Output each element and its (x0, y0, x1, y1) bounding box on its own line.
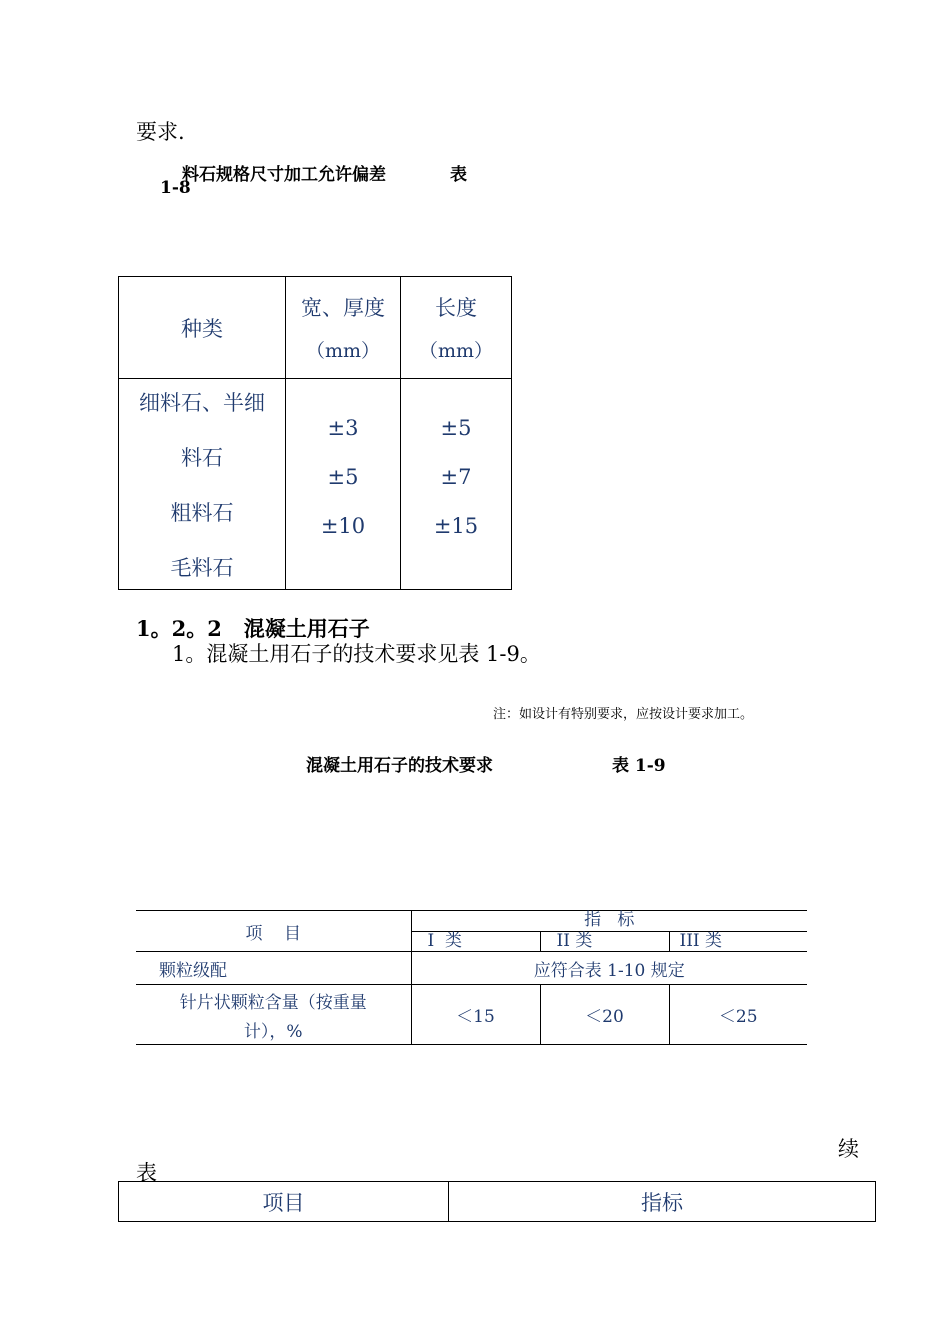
continued-header-item-text: 项目 (262, 1190, 305, 1215)
table9-row2-item (136, 985, 411, 1045)
table9-header-item-text: 项 目 (245, 923, 302, 944)
table9-header-index (411, 911, 807, 932)
table8-width-cell (286, 379, 401, 590)
table9-row-gradation (136, 952, 807, 985)
table9-row2-value-3-text: ＜25 (718, 1007, 758, 1027)
continued-header-item (119, 1182, 449, 1222)
table8-width-value-3: ±10 (320, 514, 366, 538)
table-note: 注：如设计有特别要求，应按设计要求加工。 (493, 707, 754, 722)
table8-caption-label: 表 (450, 165, 467, 185)
table8-header-width-line2: （mm） (305, 340, 381, 362)
section-body: 1。混凝土用石子的技术要求见表 1-9。 (172, 642, 541, 666)
table9-header-row-1 (136, 911, 807, 932)
table8-type-2: 料石 (181, 446, 223, 470)
continued-label-part2: 表 (136, 1161, 157, 1185)
continued-label-part1: 续 (838, 1137, 859, 1161)
table-1-8 (118, 276, 512, 590)
table8-header-length-line1: 长度 (435, 296, 477, 320)
table8-types-cell (119, 379, 286, 590)
table8-width-value-1: ±3 (327, 416, 359, 440)
table9-caption: 混凝土用石子的技术要求 (306, 756, 493, 776)
continued-header-index (449, 1182, 876, 1222)
table9-row-flaky (136, 985, 807, 1045)
table8-length-value-2: ±7 (440, 465, 472, 489)
table8-header-type (119, 277, 286, 379)
table8-length-cell (401, 379, 512, 590)
table9-row1-item-text: 颗粒级配 (159, 960, 227, 981)
table9-row2-value-1 (411, 985, 540, 1045)
table8-caption: 料石规格尺寸加工允许偏差 (182, 165, 386, 185)
table9-class-1-text: I 类 (427, 930, 463, 951)
table9-row2-value-2 (540, 985, 669, 1045)
table9-row1-value (411, 952, 807, 985)
table-1-9 (136, 910, 807, 1045)
table8-type-1: 细料石、半细 (139, 391, 265, 415)
table8-header-width-line1: 宽、厚度 (301, 296, 385, 320)
table8-header-row (119, 277, 512, 379)
table-continued (118, 1181, 876, 1222)
table8-header-length-line2: （mm） (418, 340, 494, 362)
table8-header-width (286, 277, 401, 379)
table9-row2-value-3 (669, 985, 807, 1045)
table9-row2-value-2-text: ＜20 (585, 1007, 624, 1027)
table8-header-length (401, 277, 512, 379)
table9-row2-value-1-text: ＜15 (456, 1007, 495, 1027)
table8-type-4: 毛料石 (170, 556, 234, 580)
table9-header-index-text: 指 标 (584, 910, 635, 931)
table9-row1-value-text: 应符合表 1-10 规定 (533, 960, 685, 981)
table8-type-3: 粗料石 (170, 501, 234, 525)
table9-class-3-text: III 类 (679, 930, 723, 951)
continued-header-row (119, 1182, 876, 1222)
intro-text: 要求. (136, 120, 185, 144)
table8-width-value-2: ±5 (327, 465, 359, 489)
table8-number-fragment-clip (160, 178, 191, 198)
table9-class-1 (411, 931, 540, 952)
table8-length-value-3: ±15 (433, 514, 479, 538)
continued-header-index-text: 指标 (641, 1190, 683, 1215)
table9-class-2-text: II 类 (556, 930, 593, 951)
table9-label: 表 1-9 (612, 756, 666, 776)
table9-row2-item-line2: 计），% (243, 1021, 303, 1042)
section-heading: 1。2。2 混凝土用石子 (136, 616, 370, 641)
table9-header-item (136, 911, 411, 952)
table8-length-value-1: ±5 (440, 416, 472, 440)
table9-row1-item (136, 952, 411, 985)
table9-row2-item-line1: 针片状颗粒含量（按重量 (179, 992, 367, 1013)
table9-class-3 (669, 931, 807, 952)
table8-header-type-text: 种类 (181, 316, 223, 341)
table8-body-row (119, 379, 512, 590)
table8-number-fragment: 1-8 (160, 178, 191, 198)
table9-class-2 (540, 931, 669, 952)
